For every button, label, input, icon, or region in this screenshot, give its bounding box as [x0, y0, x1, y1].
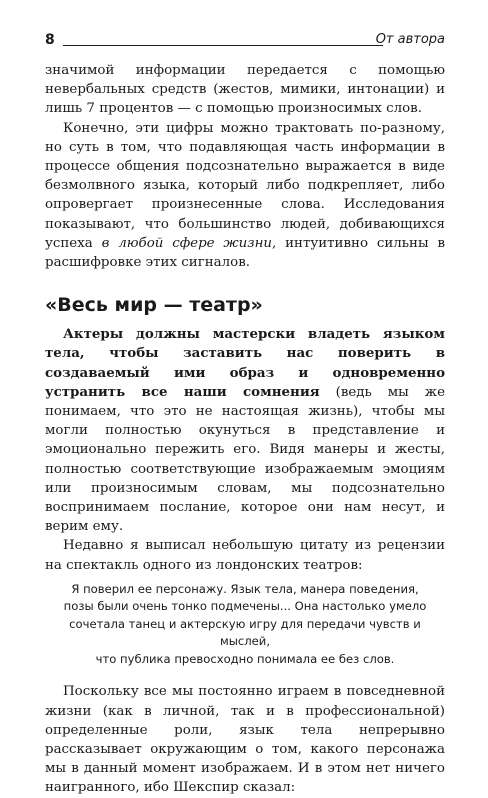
section-title: «Весь мир — театр»: [45, 294, 263, 317]
page-header: [45, 30, 445, 52]
paragraph-2-text-b: , интуитивно сильны в расшифровке этих сигналов.: [45, 235, 445, 271]
quote-line: позы были очень тонко подмечены... Она настолько умело: [63, 599, 427, 614]
header-rule: [63, 45, 383, 46]
paragraph-2-text-a: Конечно, эти цифры можно трактовать по-разному, но суть в том, что подавляющая часть информации в процессе общения подсознательно выражается в виде безмолвного языка, который либо подкрепляет, либо опровергает произнесенные слова. Исследования показывают, что большинство людей, добивающихся успеха: [45, 120, 445, 251]
paragraph-3-text: (ведь мы же понимаем, что это не настоящая жизнь), чтобы мы могли полностью окунуться в представление и эмоционально пережить его. Видя манеры и жесты, полностью соответствующие изображаемым эмоциям или произносимым словам, мы подсознательно воспринимаем послание, которое они нам несут, и верим ему.: [45, 384, 446, 535]
page-number: 8: [45, 32, 55, 48]
paragraph-3-bold: Актеры должны мастерски владеть языком тела, чтобы заставить нас поверить в создаваемый ими образ и одновременно устранить все наши сомнения: [45, 326, 445, 400]
quote-line: Я поверил ее персонажу. Язык тела, манера поведения,: [71, 581, 419, 596]
paragraph-3: [45, 325, 445, 536]
quote-line: сочетала танец и актерскую игру для передачи чувств и мыслей,: [69, 616, 421, 649]
paragraph-1: значимой информации передается с помощью невербальных средств (жестов, мимики, интонации) и лишь 7 процентов — с помощью произносимых слов.: [45, 63, 445, 117]
running-title: От автора: [375, 32, 445, 47]
book-page: [45, 30, 445, 798]
paragraph-5: Поскольку все мы постоянно играем в повседневной жизни (как в личной, так и в профессиональной) определенные роли, язык тела непрерывно рассказывает окружающим о том, какого персонажа мы в данный момент изображаем. И в этом нет ничего наигранного, ибо Шекспир сказал:: [45, 684, 445, 796]
paragraph-2-italic: в любой сфере жизни: [101, 235, 273, 251]
paragraph-2: [45, 119, 445, 273]
review-quote: [45, 581, 445, 669]
paragraph-4: Недавно я выписал небольшую цитату из рецензии на спектакль одного из лондонских театров:: [45, 538, 445, 573]
quote-line: что публика превосходно понимала ее без слов.: [95, 651, 395, 666]
